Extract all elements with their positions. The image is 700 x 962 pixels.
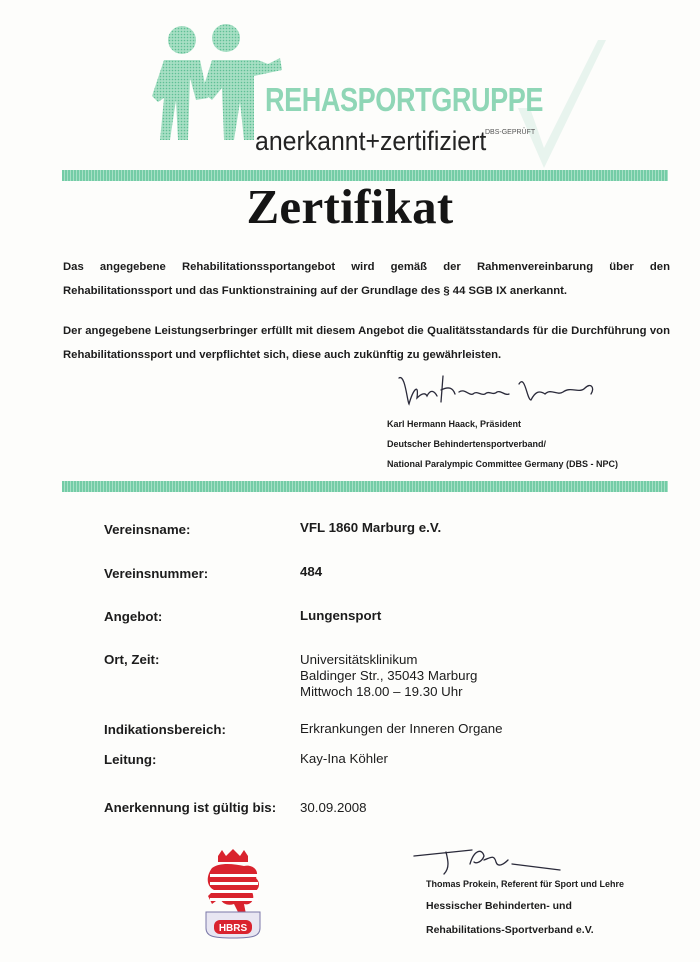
signature-prokein (412, 840, 582, 880)
ort-zeit-label: Ort, Zeit: (104, 652, 160, 667)
ort-line-2: Baldinger Str., 35043 Marburg (300, 668, 478, 683)
signatory-haack-block (387, 414, 618, 474)
paragraph-quality: Der angegebene Leistungserbringer erfüllt mit diesem Angebot die Qualitätsstandards für die Durchführung von Rehabilitationssport und verpflichtet sich, diese auch zukünftig zu gewährleisten. (63, 325, 670, 361)
indikation-value: Erkrankungen der Inneren Organe (300, 721, 503, 736)
vereinsnummer-label: Vereinsnummer: (104, 566, 209, 581)
hessian-lion-crest-icon (200, 848, 266, 940)
rehasport-logo (150, 18, 610, 168)
leitung-label: Leitung: (104, 752, 157, 767)
document-title: Zertifikat (246, 179, 454, 234)
logo-tag: DBS-GEPRÜFT (485, 129, 536, 136)
gueltig-value: 30.09.2008 (300, 800, 367, 815)
ort-line-1: Universitätsklinikum (300, 652, 418, 667)
signatory-prokein-org2: Rehabilitations-Sportverband e.V. (426, 924, 594, 936)
vereinsname-label: Vereinsname: (104, 522, 191, 537)
green-band-middle (62, 481, 668, 492)
crest-label: HBRS (218, 923, 248, 934)
paragraph-recognition: Das angegebene Rehabilitationssportangebot wird gemäß der Rahmenvereinbarung über den Rehabilitationssport und das Funktionstraining auf der Grundlage des § 44 SGB IX anerkannt. (63, 261, 670, 297)
gueltig-label: Anerkennung ist gültig bis: (104, 800, 277, 815)
indikation-label: Indikationsbereich: (104, 722, 226, 737)
vereinsname-value: VFL 1860 Marburg e.V. (300, 520, 442, 535)
signatory-haack-name: Karl Hermann Haack, Präsident (387, 419, 522, 429)
logo-title: REHASPORTGRUPPE (265, 81, 544, 118)
signatory-prokein-name: Thomas Prokein, Referent für Sport und Lehre (426, 879, 625, 889)
signatory-prokein-org1: Hessischer Behinderten- und (426, 900, 572, 912)
angebot-value: Lungensport (300, 608, 382, 623)
signatory-haack-org1: Deutscher Behindertensportverband/ (387, 439, 547, 449)
ort-zeit-value (300, 652, 477, 700)
angebot-label: Angebot: (104, 609, 163, 624)
ort-line-3: Mittwoch 18.00 – 19.30 Uhr (300, 684, 463, 699)
signatory-haack-org2: National Paralympic Committee Germany (DBS - NPC) (387, 459, 619, 469)
leitung-value: Kay-Ina Köhler (300, 751, 388, 766)
vereinsnummer-value: 484 (300, 564, 323, 579)
logo-subtitle: anerkannt+zertifiziert (255, 126, 487, 156)
signature-haack (395, 370, 605, 414)
